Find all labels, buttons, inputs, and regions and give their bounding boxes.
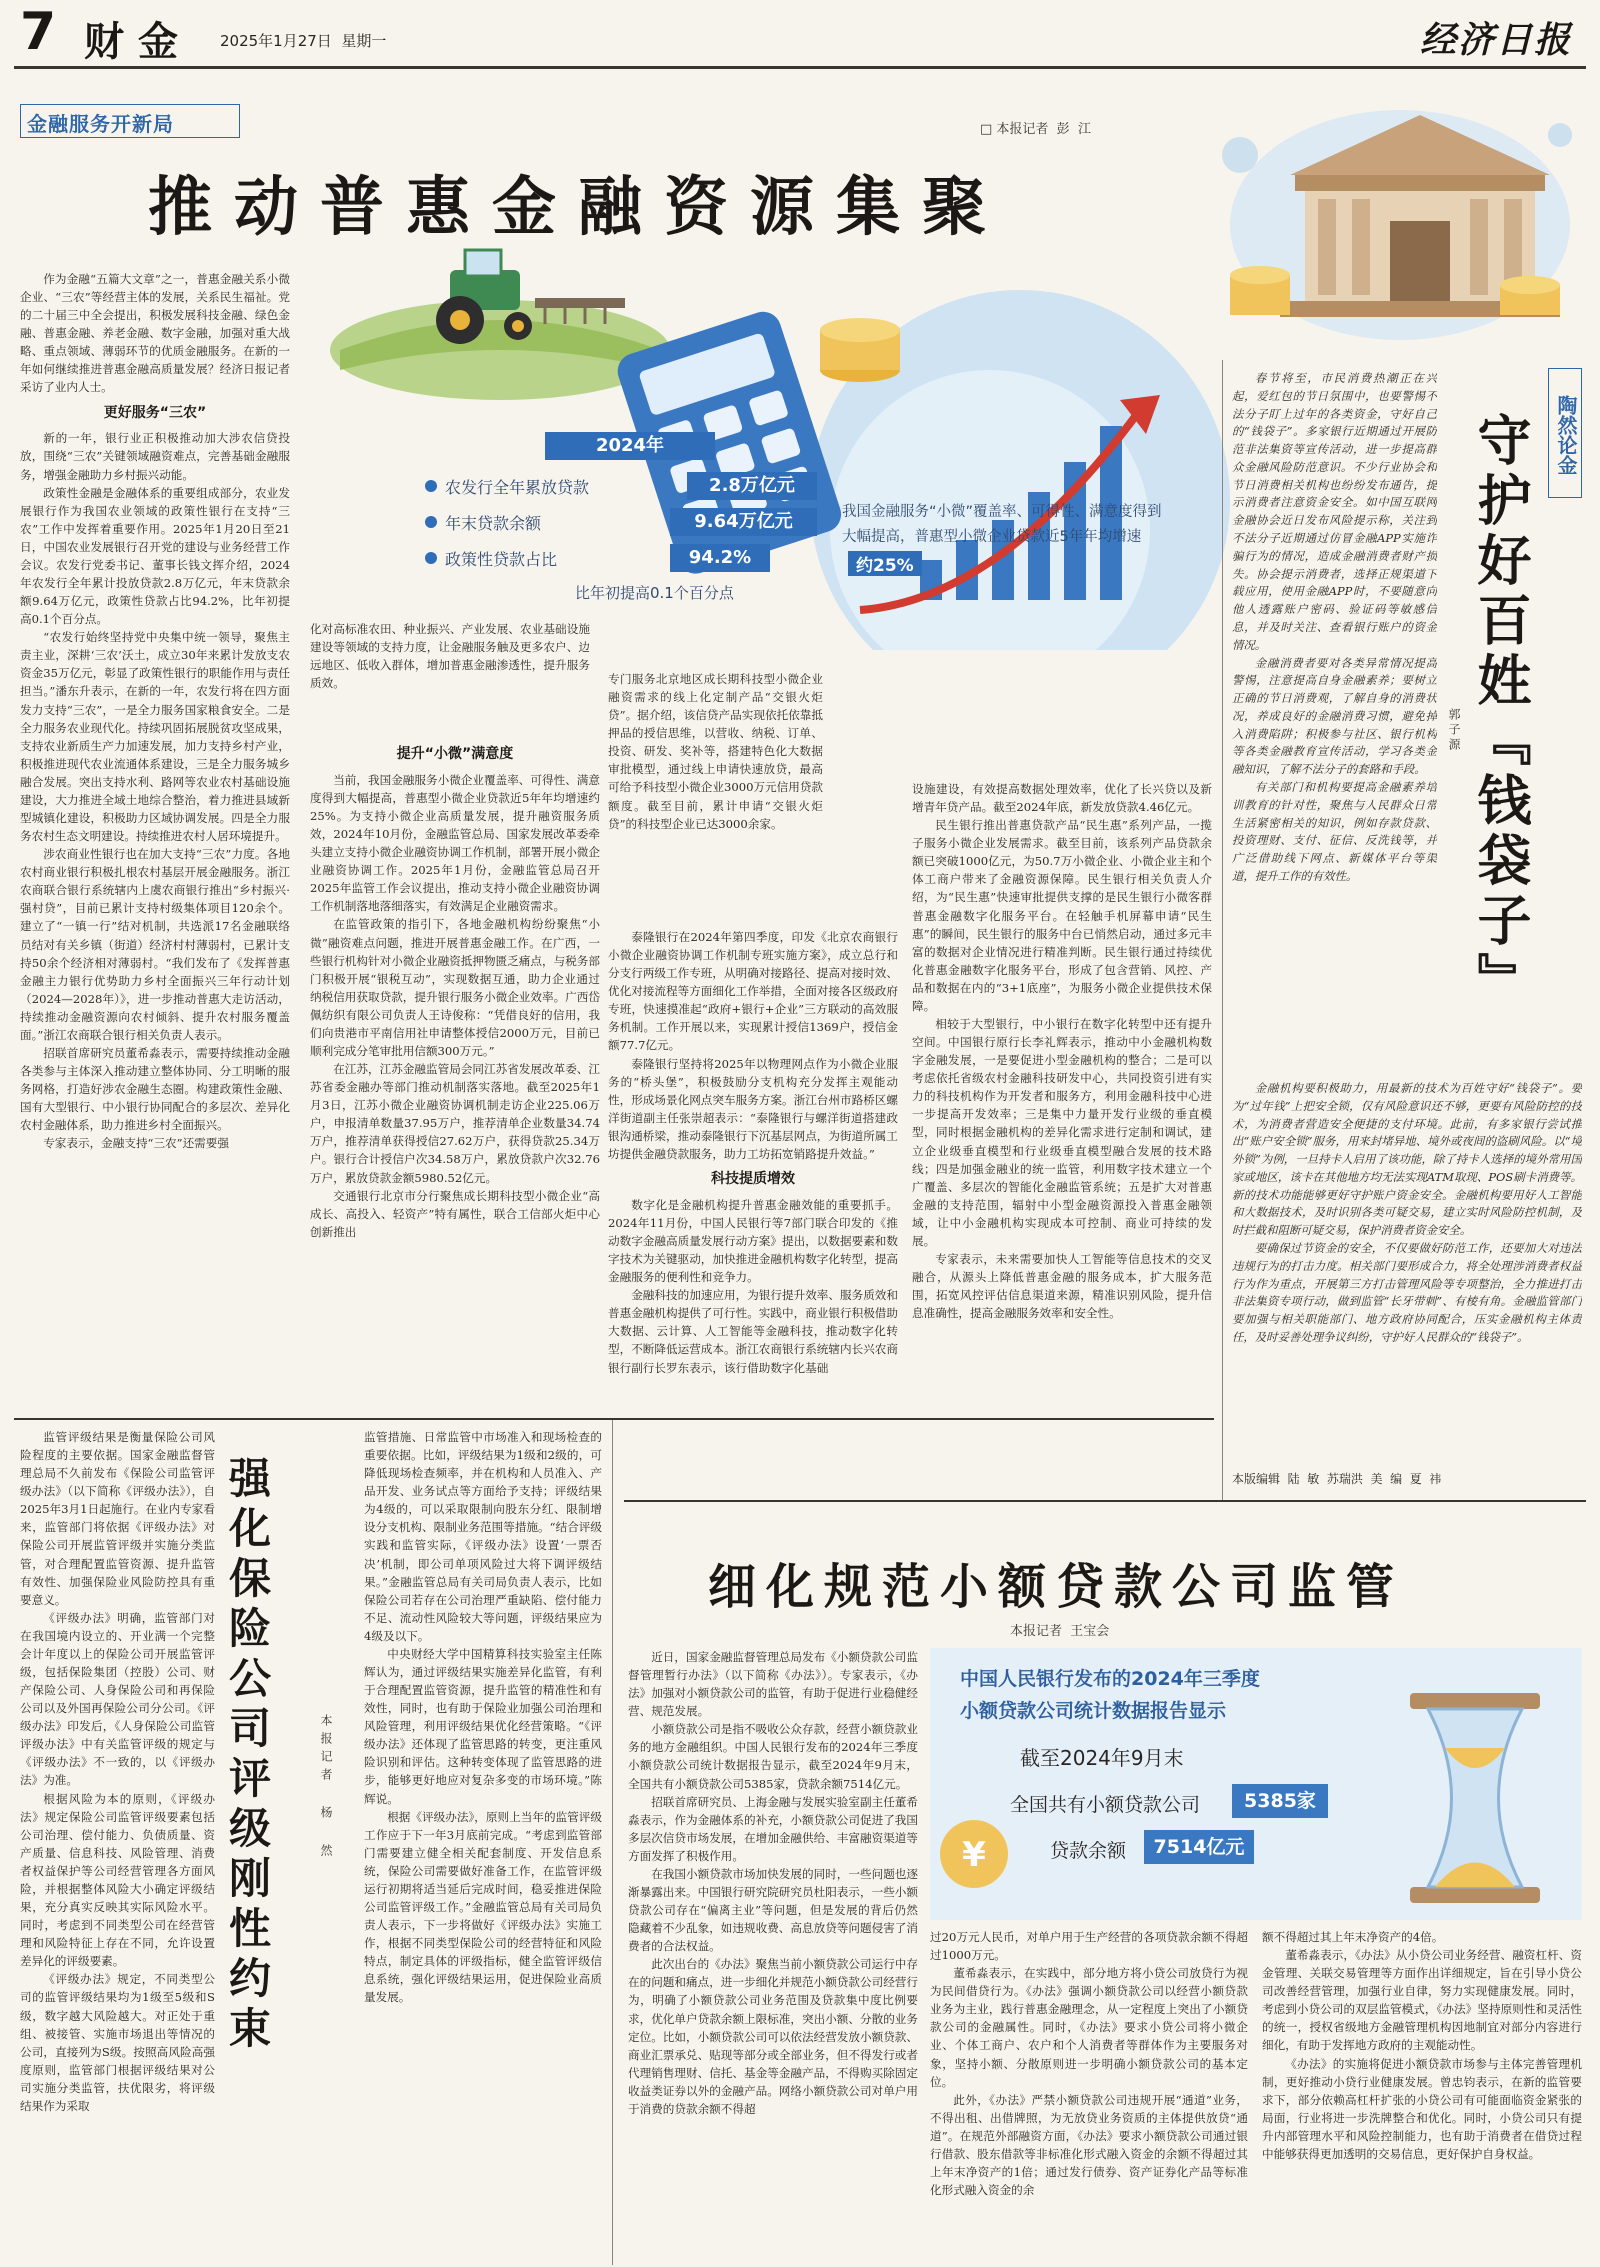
bullet-icon xyxy=(425,552,437,564)
infographic-title-line2: 小额贷款公司统计数据报告显示 xyxy=(960,1700,1227,1722)
kicker-label: 金融服务开新局 xyxy=(27,112,174,136)
commentary-paragraph: 有关部门和机构要提高金融素养培训教育的针对性，聚焦与人民群众日常生活紧密相关的知识，例如存款贷款、投资理财、支付、征信、反洗钱等，并广泛借助线下网点、新媒体平台等渠道，提升工作的有效性。 xyxy=(1232,779,1437,883)
info-note: 比年初提高0.1个百分点 xyxy=(575,584,734,602)
commentary-paragraph: 春节将至，市民消费热潮正在兴起，爱红包的节日氛围中，也要警惕不法分子盯上过年的各类资金，守好自己的“钱袋子”。多家银行近期通过开展防范非法集资等宣传活动，进一步提高群众金融风险防范意识。不少行业协会和节日消费相关机构也纷纷发布通告，提示消费者注意资金安全。如中国互联网金融协会近日发布风险提示称，关注到不法分子近期通过仿冒金融APP实施诈骗行为的情况，造成金融消费者财产损失。协会提示消费者，选择正规渠道下载应用，使用金融APP时，不要随意向他人透露账户密码、验证码等敏感信息，并及时关注、查看银行账户的资金情况。 xyxy=(1232,371,1437,652)
info-row-2 xyxy=(425,508,825,538)
infographic-title-line1: 中国人民银行发布的2024年三季度 xyxy=(960,1668,1260,1690)
infographic-panel xyxy=(425,428,825,618)
info-value-1: 2.8万亿元 xyxy=(687,472,817,500)
body-paragraph: 根据风险为本的原则，《评级办法》规定保险公司监管评级要素包括公司治理、偿付能力、负债质量、资产质量、信息科技、风险管理、消费者权益保护等公司经营管理各方面风险，并根据整体风险大小确定评级结果，充分真实反映其实际风险水平。同时，考虑到不同类型公司在经营管理和风险特征上存在不同，允许设置差异化的评级要素。 xyxy=(20,1791,215,1969)
body-paragraph: 专家表示，金融支持“三农”还需要强 xyxy=(43,1136,229,1151)
body-paragraph: 监管评级结果是衡量保险公司风险程度的主要依据。国家金融监督管理总局不久前发布《保险公司监管评级办法》（以下简称《评级办法》），自2025年3月1日起施行。在业内专家看来，监管部门将依据《评级办法》对保险公司开展监管评级并实施分类监管，对合理配置监管资源、提升监管有效性、加强保险业风险防控具有重要意义。 xyxy=(20,1430,215,1607)
body-paragraph: “农发行始终坚持党中央集中统一领导，聚焦主责主业，深耕‘三农’沃土，成立30年来累计发放支农资金35万亿元，彰显了政策性银行的职能作用与责任担当。”潘东升表示，在新的一年，农发行将在四方面发力支持“三农”，一是全力服务国家粮食安全。二是全力服务农业现代化。持续巩固拓展脱贫攻坚成果，支持农业新质生产力加速发展，加力支持乡村产业，积极推进现代农业流通体系建设，三是全力服务城乡融合发展。突出支持水利、路网等农业农村基础设施建设，大力推进全域土地综合整治，着力推进县域新型城镇化建设，积极助力区域协调发展。四是全力服务农村生态文明建设。持续推进农村人居环境提升。 xyxy=(20,630,290,844)
subhead-keji: 科技提质增效 xyxy=(711,1171,795,1188)
info-value-2: 9.64万亿元 xyxy=(670,508,817,536)
newspaper-logo: 经济日报 xyxy=(1419,19,1572,61)
body-paragraph: 中央财经大学中国精算科技实验室主任陈辉认为，通过评级结果实施差异化监管，有利于合理配置监管资源，提升监管的精准性和有效性，同时，也有助于保险业加强公司治理和风险管理，利用评级结果优化经营策略。“《评级办法》还体现了监管思路的转变，更注重风险识别和评估。这种转变体现了监管思路的进步，能够更好地应对复杂多变的市场环境。”陈辉说。 xyxy=(364,1646,602,1806)
info-value-3: 94.2% xyxy=(670,544,770,572)
main-column-1 xyxy=(20,270,290,1405)
body-paragraph: 专家表示，未来需要加快人工智能等信息技术的交叉融合，从源头上降低普惠金融的服务成本，扩大服务范围，拓宽风控评估信息渠道来源，精准识别风险，提升信息准确性，提高金融服务效率和安全性。 xyxy=(912,1252,1212,1321)
bank-illustration xyxy=(1200,95,1585,350)
body-paragraph: 金融科技的加速应用，为银行提升效率、服务质效和普惠金融机构提供了可行性。实践中，商业银行积极借助大数据、云计算、人工智能等金融科技，推动数字化转型，不断降低运营成本。浙江农商银行系统辖内长兴农商银行副行长罗东表示，该行借助数字化基础 xyxy=(608,1288,898,1375)
lead-paragraph: 作为金融“五篇大文章”之一，普惠金融关系小微企业、“三农”等经营主体的发展，关系民生福祉。党的二十届三中全会提出，积极发展科技金融、绿色金融、普惠金融、养老金融、数字金融，加强对重大战略、重点领域、薄弱环节的优质金融服务。在新的一年如何继续推进普惠金融高质量发展？经济日报记者采访了业内人士。 xyxy=(20,272,290,395)
body-paragraph: 当前，我国金融服务小微企业覆盖率、可得性、满意度得到大幅提高，普惠型小微企业贷款近5年年均增速约25%。为支持小微企业高质量发展，提升融资服务质效，2024年10月份，金融监管总局、国家发展改革委牵头建立支持小微企业融资协调工作机制，部署开展小微企业融资协调工作。2025年1月份，金融监管总局召开2025年监管工作会议提出，推动支持小微企业融资协调工作机制落地落细落实，有效满足企业融资需求。 xyxy=(310,772,600,914)
microloan-headline: 细化规范小额贷款公司监管 xyxy=(708,1559,1405,1615)
body-paragraph: 《评级办法》规定，不同类型公司的监管评级结果均为1级至5级和S级，数字越大风险越大。对正处于重组、被接管、实施市场退出等情况的公司，直接列为S级。按照高风险高强度原则，监管部门根据评级结果对公司实施分类监管，扶优限劣，将评级结果作为采取 xyxy=(20,1972,215,2113)
microloan-column-1 xyxy=(628,1648,918,2260)
commentary-title: 守护好百姓『钱袋子』 xyxy=(1469,412,1532,1012)
subhead-xiaowei: 提升“小微”满意度 xyxy=(396,746,514,762)
stat-label-balance: 贷款余额 xyxy=(1050,1840,1127,1862)
page-number: 7 xyxy=(20,2,57,62)
body-paragraph: 交通银行北京市分行聚焦成长期科技型小微企业“高成长、高投入、轻资产”特有属性，联合工信部火炬中心创新推出 xyxy=(310,1188,600,1239)
body-paragraph: 《评级办法》明确，监管部门对在我国境内设立的、开业满一个完整会计年度以上的保险公司开展监管评级，包括保险集团（控股）公司、财产保险公司、人身保险公司和再保险公司以及外国再保险公司分公司。《评级办法》印发后，《人身保险公司监管评级办法》中有关监管评级的规定与《评级办法》不一致的，以《评级办法》为准。 xyxy=(20,1610,215,1788)
stat-value-companies: 5385家 xyxy=(1232,1784,1328,1818)
body-paragraph: 此次出台的《办法》聚焦当前小额贷款公司运行中存在的问题和痛点，进一步细化并规范小额贷款公司经营行为，明确了小额贷款公司业务范围及贷款集中度比例要求，优化单户贷款余额上限标准，突出小额、分散的业务定位。比如，小额贷款公司可以依法经营发放小额贷款、商业汇票承兑、贴现等部分或全部业务，但不得发行或者代理销售理财、信托、基金等金融产品，不得购买除固定收益类证券以外的金融产品。网络小额贷款公司对单户用于消费的贷款余额不得超 xyxy=(628,1957,918,2116)
main-byline: □ 本报记者 彭 江 xyxy=(980,122,1091,137)
yen-coin-icon xyxy=(934,1814,1014,1894)
insurance-column-2 xyxy=(364,1428,602,2258)
main-column-2 xyxy=(310,738,600,1405)
growth-caption xyxy=(842,500,1170,610)
growth-value: 约25% xyxy=(848,551,922,576)
body-paragraph: 在我国小额贷款市场加快发展的同时，一些问题也逐渐暴露出来。中国银行研究院研究员杜阳表示，一些小额贷款公司存在“偏离主业”等问题，但是发展的背后仍然隐藏着不少乱象，如违规收费、高息放贷等问题侵害了消费者的合法权益。 xyxy=(628,1866,918,1954)
body-paragraph: 设施建设，有效提高数据处理效率，优化了长兴贷以及新增青年贷产品。截至2024年底，新发放贷款4.46亿元。 xyxy=(912,782,1212,815)
body-paragraph: 根据《评级办法》，原则上当年的监管评级工作应于下一年3月底前完成。“考虑到监管部门需要建立健全相关配套制度、开发信息系统，保险公司需要做好准备工作，在监管评级运行初期将适当延后完成时间，稳妥推进保险公司监管评级工作。”金融监管总局有关司局负责人表示，下一步将做好《评级办法》实施工作，根据不同类型保险公司的经营特征和风险特点，制定具体的评级指标，健全监管评级信息系统，强化评级结果运用，促进保险业高质量发展。 xyxy=(364,1809,602,2005)
commentary-paragraph: 金融机构要积极助力，用最新的技术为百姓守好“钱袋子”。要为“过年钱”上把安全锁，仅有风险意识还不够，更要有风险防控的技术，为消费者营造安全便捷的支付环境。此前，有多家银行尝试推出“账户安全锁”服务，用来封堵异地、境外或夜间的盗刷风险。以“境外锁”为例，一旦持卡人启用了该功能，除了持卡人选择的境外常用国家或地区，该卡在其他地方均无法实现ATM取现、POS刷卡消费等。新的技术功能能够更好守护账户资金安全。金融机构要用好人工智能和大数据技术，及时识别各类可疑交易，建立实时风险防控机制，及时拦截和阻断可疑交易，保护消费者资金安全。 xyxy=(1232,1081,1582,1238)
body-paragraph: 监管措施、日常监管中市场准入和现场检查的重要依据。比如，评级结果为1级和2级的，可降低现场检查频率，并在机构和人员准入、产品开发、业务试点等方面给予支持；评级结果为4级的，可以采取限制向股东分红、限制增设分支机构、限制业务范围等措施。“结合评级实践和监管实际，《评级办法》设置‘一票否决’机制，即公司单项风险过大将下调评级结果。”金融监管总局有关司局负责人表示，比如保险公司若存在公司治理严重缺陷、偿付能力不足、流动性风险较大等问题，评级结果应为4级及以下。 xyxy=(364,1430,602,1643)
issue-date: 2025年1月27日 星期一 xyxy=(220,32,387,50)
body-paragraph: 数字化是金融机构提升普惠金融效能的重要抓手。2024年11月份，中国人民银行等7部门联合印发的《推动数字金融高质量发展行动方案》提出，以数据要素和数字技术为关键驱动，加快推进金融机构数字化转型，提高金融服务的便利性和竞争力。 xyxy=(608,1197,898,1285)
info-label-2: 年末贷款余额 xyxy=(445,514,542,533)
info-row-3 xyxy=(425,544,825,574)
section-name: 财金 xyxy=(84,18,192,65)
subhead-sannong: 更好服务“三农” xyxy=(103,404,207,421)
lower-rule-right xyxy=(624,1500,1586,1502)
masthead-rule xyxy=(14,66,1586,69)
info-row-1 xyxy=(425,472,825,502)
infographic-date: 截至2024年9月末 xyxy=(1020,1746,1184,1770)
body-paragraph: 在监管政策的指引下，各地金融机构纷纷聚焦“小微”融资难点问题，推进开展普惠金融工作。在广西，一些银行机构针对小微企业融资抵押物匮乏痛点，与税务部门积极开展“银税互动”，实现数据互通，助力企业通过纳税信用获取贷款，提升银行服务小微企业效率。广西岱佩纺织有限公司负责人王诗俊称：“凭借良好的信用，我们向贵港市平南信用社申请整体授信2000万元，目前已顺利完成分笔审批用信额300万元。” xyxy=(310,917,600,1058)
insurance-headline: 强化保险公司评级刚性约束 xyxy=(223,1456,272,2056)
lower-rule xyxy=(14,1418,1214,1420)
main-column-3 xyxy=(608,928,898,1405)
body-paragraph: 小额贷款公司是指不吸收公众存款，经营小额贷款业务的地方金融组织。中国人民银行发布的2024年三季度小额贷款公司统计数据报告显示，截至2024年9月末，全国共有小额贷款公司5385家，贷款余额7514亿元。 xyxy=(628,1722,918,1791)
coins-icon xyxy=(820,318,900,382)
body-paragraph: 新的一年，银行业正积极推动加大涉农信贷投放，围绕“三农”关键领域融资难点，完善基础金融服务，增强金融助力乡村振兴动能。 xyxy=(20,431,290,482)
commentary-body-bottom xyxy=(1232,1080,1582,1450)
stat-value-balance: 7514亿元 xyxy=(1144,1830,1254,1864)
growth-text: 我国金融服务“小微”覆盖率、可得性、满意度得到大幅提高，普惠型小微企业贷款近5年年均增速 xyxy=(842,504,1162,546)
body-paragraph: 董希淼表示，《办法》从小贷公司业务经营、融资杠杆、资金管理、关联交易管理等方面作出详细规定，旨在引导小贷公司改善经营管理，加强行业自律，努力实现健康发展。同时，考虑到小贷公司的双层监管模式，《办法》坚持原则性和灵活性的统一，授权省级地方金融管理机构因地制宜对部分内容进行细化，有助于发挥地方政府的主观能动性。 xyxy=(1262,1948,1582,2053)
body-paragraph: 过20万元人民币，对单户用于生产经营的各项贷款余额不得超过1000万元。 xyxy=(930,1930,1248,1963)
microloan-infographic xyxy=(930,1648,1582,1920)
main-column-4 xyxy=(912,780,1212,1405)
body-paragraph: 泰隆银行坚持将2025年以物理网点作为小微企业服务的“桥头堡”，积极鼓励分支机构充分发挥主观能动性，形成场景化网点突车服务方案。浙江台州市路桥区螺洋街道副主任张崇超表示：“泰隆银行与螺洋街道搭建政银沟通桥梁，推动泰隆银行下沉基层网点，为街道所属工坊提供金融贷款服务，助力工坊拓宽销路提升效益。” xyxy=(608,1056,898,1161)
stat-row-companies xyxy=(1010,1784,1340,1820)
column-divider xyxy=(1222,360,1223,1500)
body-paragraph: 额不得超过其上年末净资产的4倍。 xyxy=(1262,1930,1444,1944)
microloan-column-3 xyxy=(1262,1928,1582,2260)
info-label-3: 政策性贷款占比 xyxy=(445,550,558,569)
body-paragraph: 政策性金融是金融体系的重要组成部分，农业发展银行作为我国农业领域的政策性银行在支持“三农”工作中发挥着重要作用。2025年1月20日至21日，中国农业发展银行召开党的建设与业务经营工作会议。农发行党委书记、董事长钱文挥介绍，2024年农发行全年累计投放贷款2.8万亿元，年末贷款余额9.64万亿元，政策性贷款占比94.2%，比年初提高0.1个百分点。 xyxy=(20,485,290,627)
commentary-paragraph: 要确保过节资金的安全，不仅要做好防范工作，还要加大对违法违规行为的打击力度。相关部门要形成合力，将全处理涉消费者权益行为作为重点，开展第三方打击管理风险等专项整治，全力推进打击非法集资专项行动，做到监管“长牙带刺”、有棱有角。金融监管部门要加强与相关职能部门、地方政府协同配合，压实金融机构主体责任，及时妥善处理争议纠纷，守护好人民群众的“钱袋子”。 xyxy=(1232,1241,1582,1344)
masthead xyxy=(20,2,1582,70)
body-paragraph: 《办法》的实施将促进小额贷款市场参与主体完善管理机制，更好推动小贷行业健康发展。曾忠钧表示，在新的监管要求下，部分依赖高杠杆扩张的小贷公司有可能面临资金紧张的局面，行业将进一步洗牌整合和优化。同时，小贷公司只有提升内部管理水平和风险控制能力，也有助于消费者在借贷过程中能够获得更加透明的交易信息，更好保护自身权益。 xyxy=(1262,2056,1582,2161)
body-paragraph: 泰隆银行在2024年第四季度，印发《北京农商银行小微企业融资协调工作机制专班实施方案》，成立总行和分支行两级工作专班，从明确对接路径、提高对接时效、优化对接流程等方面细化工作举措，全面对接各区级政府专班，快速摸准起“政府+银行+企业”三方联动的高效服务机制。工作开展以来，实现累计授信1369户，授信金额77.7亿元。 xyxy=(608,930,898,1053)
commentary-paragraph: 金融消费者要对各类异常情况提高警惕，注意提高自身金融素养；要树立正确的节日消费观，了解自身的消费状况，养成良好的金融消费习惯，避免掉入消费陷阱；积极参与社区、银行机构等各类金融教育宣传活动，学习各类金融知识，了解不法分子的套路和手段。 xyxy=(1232,655,1437,777)
infographic-year: 2024年 xyxy=(545,432,715,460)
insurance-column-1 xyxy=(20,1428,215,2258)
bullet-icon xyxy=(425,516,437,528)
stat-label-companies: 全国共有小额贷款公司 xyxy=(1010,1794,1201,1816)
body-paragraph: 民生银行推出普惠贷款产品“民生惠”系列产品，一揽子服务小微企业发展需求。截至目前，该系列产品贷款余额已突破1000亿元，为50.7万小微企业、小微企业主和个体工商户带来了金融资源保障。民生银行相关负责人介绍，为“民生惠”快速审批提供支撑的是民生银行小微客群普惠金融数字化服务平台。在轻触手机屏幕申请“民生惠”的瞬间，民生银行的服务中台已悄然启动，通过多元丰富的数据对企业情况进行精准判断。民生银行通过持续优化普惠金融数字化服务平台，形成了包含营销、风控、产品和数据在内的“3+1底座”，为服务小微企业提供技术保障。 xyxy=(912,818,1212,1013)
editor-credits: 本版编辑 陆 敏 苏瑞洪 美 编 夏 祎 xyxy=(1232,1472,1442,1486)
body-paragraph: 相较于大型银行，中小银行在数字化转型中还有提升空间。中国银行原行长李礼辉表示，推动中小金融机构数字金融发展，一是要促进小型金融机构的整合；二是可以考虑依托省级农村金融科技研发中心，共同投资引进有实力的科技机构作为开发者和服务方，利用金融科技中心进一步提高开发效率；三是集中力量开发行业级的垂直模型，同时根据金融机构的差异化需求进行定制和调试，建立企业级垂直模型和行业级垂直模型融合发展的技术路线；四是加强金融业的统一监管，利用数字技术建立一个广覆盖、多层次的智能化金融监管系统；五是扩大对普惠金融的支持范围，辐射中小型金融资源投入普惠金融领域，让中小金融机构实现成本可控制、商业可持续的发展。 xyxy=(912,1017,1212,1248)
lower-vertical-rule xyxy=(612,1420,613,2265)
body-paragraph: 董希淼表示，在实践中，部分地方将小贷公司放贷行为视为民间借贷行为。《办法》强调小额贷款公司以经营小额贷款业务为主业，践行普惠金融理念，从一定程度上突出了小额贷款公司的金融属性。同时，《办法》要求小贷公司将小微企业、个体工商户、农户和个人消费者等群体作为主要服务对象，坚持小额、分散原则进一步明确小额贷款公司的基本定位。 xyxy=(930,1966,1248,2089)
body-paragraph: 涉农商业性银行也在加大支持“三农”力度。各地农村商业银行积极扎根农村基层开展金融服务。浙江农商联合银行系统辖内上虞农商银行推出“乡村振兴·强村贷”，目前已累计支持村级集体项目120余个。建立了“一镇一行”结对机制，共选派17名金融联络员结对有关乡镇（街道）经济村村薄弱村，已累计支持50余个经济相对薄弱村。“我们发布了《发挥普惠金融主力银行优势助力乡村全面振兴三年行动计划（2024—2028年）》，进一步推动普惠大走访活动，持续推动金融资源向农村倾斜、提升农村服务覆盖面。”浙江农商联合银行相关负责人表示。 xyxy=(20,847,290,1042)
body-paragraph: 在江苏，江苏金融监管局会同江苏省发展改革委、江苏省委金融办等部门推动机制落实落地。截至2025年1月3日，江苏小微企业融资协调机制走访企业225.06万户，申报清单数量37.95万户，推荐清单企业数量34.74万户，推荐清单获得授信27.62万户，获得贷款25.34万户。银行合计授信户次34.58万户，累放贷款户次32.76万户，累放贷款金额5980.52亿元。 xyxy=(310,1062,600,1185)
body-paragraph: 招联首席研究员董希淼表示，需要持续推动金融各类参与主体深入推动建立整体协同、分工明晰的服务网格，打造好涉农金融生态圈。构建政策性金融、国有大型银行、中小银行协同配合的多层次、差异化农村金融体系，助力推进乡村全面振兴。 xyxy=(20,1046,290,1133)
body-paragraph: 化对高标准农田、种业振兴、产业发展、农业基础设施建设等领域的支持力度，让金融服务触及更多农户、边远地区、低收入群体，增加普惠金融渗透性，提升服务质效。 xyxy=(310,622,590,691)
commentary-author: 郭子源 xyxy=(1447,708,1461,753)
main-column-2-top xyxy=(310,620,590,730)
microloan-byline: 本报记者 王宝会 xyxy=(1010,1624,1110,1639)
main-column-3-top xyxy=(608,670,823,925)
microloan-column-2 xyxy=(930,1928,1248,2260)
bullet-icon xyxy=(425,480,437,492)
info-label-1: 农发行全年累放贷款 xyxy=(445,478,590,497)
main-headline: 推动普惠金融资源集聚 xyxy=(148,170,1008,245)
hourglass-icon xyxy=(1400,1688,1550,1908)
body-paragraph: 招联首席研究员、上海金融与发展实验室副主任董希淼表示，作为金融体系的补充，小额贷款公司促进了我国多层次信贷市场发展，在增加金融供给、丰富融资渠道等方面发挥了积极作用。 xyxy=(628,1794,918,1863)
body-paragraph: 近日，国家金融监督管理总局发布《小额贷款公司监督管理暂行办法》（以下简称《办法》）。专家表示，《办法》加强对小额贷款公司的监管，有助于促进行业稳健经营、规范发展。 xyxy=(628,1650,918,1719)
stat-row-balance xyxy=(1050,1830,1310,1866)
insurance-byline: 本报记者 杨 然 xyxy=(319,1714,333,1862)
svg-text:¥: ¥ xyxy=(962,1835,986,1875)
section-kicker xyxy=(20,104,240,138)
body-paragraph: 专门服务北京地区成长期科技型小微企业融资需求的线上化定制产品“交银火炬贷”。据介绍，该信贷产品实现依托依靠抵押品的授信思维，以营收、纳税、订单、投资、研发、奖补等，搭建特色化大数据审批模型，通过线上申请快速放贷，最高可给予科技型小微企业3000万元信用贷款额度。截至目前，累计申请“交银火炬贷”的科技型企业已达3000余家。 xyxy=(608,672,823,831)
body-paragraph: 此外，《办法》严禁小额贷款公司违规开展“通道”业务，不得出租、出借牌照，为无放贷业务资质的主体提供放贷“通道”。在规范外部融资方面，《办法》要求小额贷款公司通过银行借款、股东借款等非标准化形式融入资金的余额不得超过其上年末净资产的1倍；通过发行债券、资产证券化产品等标准化形式融入资金的余 xyxy=(930,2092,1248,2198)
commentary-tag: 陶然论金 xyxy=(1548,368,1582,498)
